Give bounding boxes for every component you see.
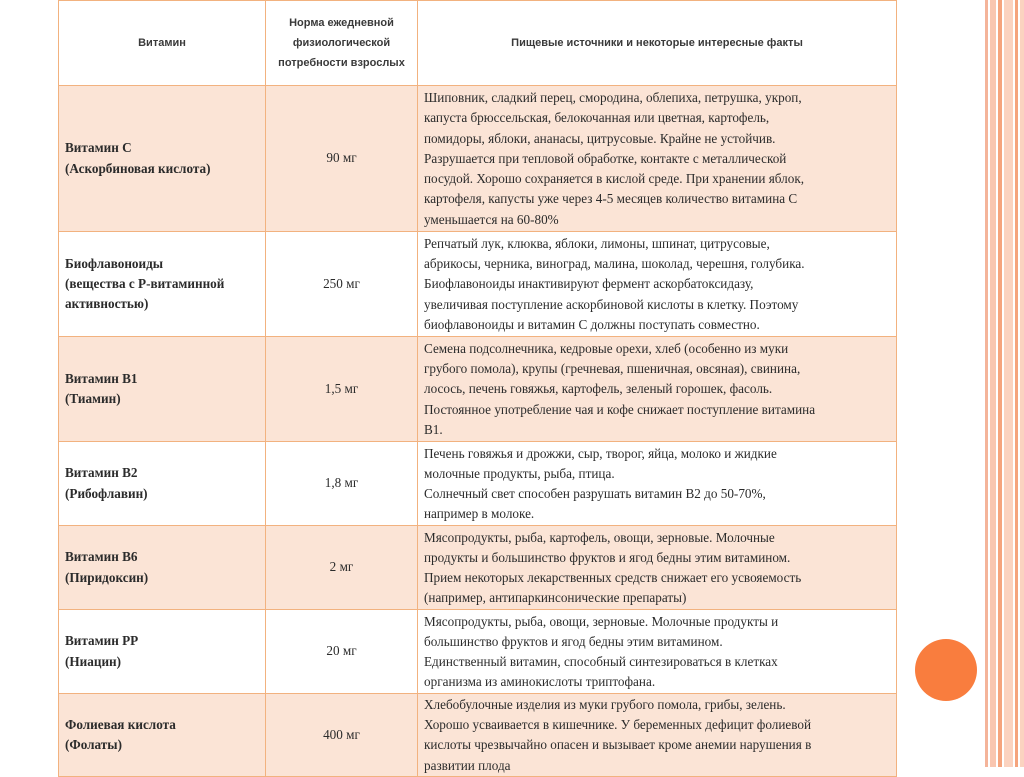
vitamin-name-line: активностью) — [65, 296, 149, 312]
food-sources-line: увеличивая поступление аскорбиновой кислоты в клетку. Поэтому — [424, 296, 799, 312]
table-row — [59, 526, 897, 610]
food-sources-line: большинство фруктов и ягод бедны этим витамином. — [424, 633, 723, 649]
vitamin-name-line: Витамин В1 — [65, 370, 138, 386]
vitamin-name-line: Витамин В6 — [65, 549, 138, 565]
food-sources-line: продукты и большинство фруктов и ягод бедны этим витамином. — [424, 549, 791, 565]
header-vitamin — [59, 1, 266, 86]
food-sources-cell — [418, 694, 897, 777]
vitamin-name-line: (вещества с Р-витаминной — [65, 275, 225, 291]
header-facts — [418, 1, 897, 86]
daily-norm-value: 1,8 мг — [324, 475, 359, 491]
table-row — [59, 232, 897, 337]
food-sources-line: абрикосы, черника, виноград, малина, шоколад, черешня, голубика. — [424, 256, 805, 272]
table-row — [59, 610, 897, 694]
table-row — [59, 442, 897, 526]
vitamin-name-cell — [59, 694, 266, 777]
food-sources-line: Разрушается при тепловой обработке, контакте с металлической — [424, 150, 787, 166]
food-sources-line: Единственный витамин, способный синтезироваться в клетках — [424, 654, 778, 669]
vitamin-name-cell — [59, 610, 266, 694]
food-sources-line: кислоты чрезвычайно опасен и вызывает кроме анемии нарушения в — [424, 737, 812, 753]
food-sources-line: Репчатый лук, клюква, яблоки, лимоны, шпинат, цитрусовые, — [424, 235, 770, 251]
table-row — [59, 694, 897, 777]
food-sources-cell — [418, 442, 897, 526]
daily-norm-value: 20 мг — [326, 643, 357, 659]
food-sources-line: Семена подсолнечника, кедровые орехи, хлеб (особенно из муки — [424, 340, 789, 356]
daily-norm-cell — [266, 232, 418, 337]
food-sources-line: грубого помола), крупы (гречневая, пшеничная, овсяная), свинина, — [424, 361, 801, 377]
food-sources-line: уменьшается на 60-80% — [424, 211, 559, 227]
vitamin-name-line: (Пиридоксин) — [65, 569, 149, 585]
food-sources-line: развитии плода — [424, 757, 511, 773]
food-sources-line: Хлебобулочные изделия из муки грубого помола, грибы, зелень. — [424, 697, 786, 712]
food-sources-line: В1. — [424, 421, 443, 437]
vitamin-name-cell — [59, 232, 266, 337]
vitamin-name-line: (Ниацин) — [65, 653, 122, 669]
food-sources-line: Прием некоторых лекарственных средств снижает его усвояемость — [424, 570, 802, 585]
food-sources-line: организма из аминокислоты триптофана. — [424, 674, 656, 690]
daily-norm-value: 90 мг — [326, 150, 357, 166]
vitamin-name-line: Биофлавоноиды — [65, 255, 164, 271]
food-sources-line: Постоянное употребление чая и кофе снижает поступление витамина — [424, 401, 816, 417]
vitamin-name-line: Витамин С — [65, 140, 132, 156]
daily-norm-cell — [266, 337, 418, 442]
food-sources-line: Солнечный свет способен разрушать витамин В2 до 50-70%, — [424, 486, 766, 501]
food-sources-line: помидоры, яблоки, ананасы, цитрусовые. Крайне не устойчив. — [424, 130, 776, 146]
vitamin-name-line: (Рибофлавин) — [65, 485, 148, 501]
food-sources-line: лосось, печень говяжья, картофель, зеленый горошек, фасоль. — [424, 381, 773, 397]
food-sources-line: (например, антипаркинсонические препараты) — [424, 590, 687, 606]
header-norm-line: физиологической — [292, 37, 391, 49]
vitamin-name-line: (Тиамин) — [65, 391, 121, 406]
food-sources-line: капуста брюссельская, белокочанная или цветная, картофель, — [424, 110, 770, 126]
food-sources-cell — [418, 610, 897, 694]
food-sources-line: например в молоке. — [424, 506, 535, 522]
food-sources-line: Шиповник, сладкий перец, смородина, облепиха, петрушка, укроп, — [424, 90, 802, 106]
daily-norm-value: 400 мг — [323, 726, 360, 742]
header-norm — [266, 1, 418, 86]
daily-norm-cell — [266, 694, 418, 777]
vitamin-name-line: (Фолаты) — [65, 736, 122, 752]
food-sources-cell — [418, 86, 897, 232]
table-row — [59, 337, 897, 442]
vitamins-table — [58, 0, 897, 777]
food-sources-line: Хорошо усваивается в кишечнике. У беременных дефицит фолиевой — [424, 717, 812, 733]
vitamin-name-cell — [59, 442, 266, 526]
food-sources-line: биофлавоноиды и витамин С должны поступать совместно. — [424, 316, 760, 332]
header-norm-line: Норма ежедневной — [289, 17, 394, 29]
daily-norm-value: 1,5 мг — [324, 380, 359, 396]
vitamin-name-line: Витамин В2 — [65, 465, 138, 481]
header-norm-line: потребности взрослых — [278, 57, 405, 69]
table-header-row — [59, 1, 897, 86]
table-body — [59, 86, 897, 777]
header-vitamin-label: Витамин — [138, 37, 186, 49]
food-sources-cell — [418, 337, 897, 442]
vitamin-name-line: Фолиевая кислота — [65, 716, 176, 732]
daily-norm-value: 250 мг — [323, 275, 360, 291]
decorative-orange-dot — [915, 639, 977, 701]
food-sources-line: Мясопродукты, рыба, картофель, овощи, зерновые. Молочные — [424, 529, 775, 545]
daily-norm-value: 2 мг — [329, 559, 354, 575]
food-sources-line: посудой. Хорошо сохраняется в кислой среде. При хранении яблок, — [424, 171, 805, 187]
vitamin-name-line: Витамин РР — [65, 633, 139, 649]
food-sources-line: картофеля, капусты уже через 4-5 месяцев количество витамина С — [424, 191, 798, 207]
vitamin-name-cell — [59, 337, 266, 442]
table-row — [59, 86, 897, 232]
food-sources-cell — [418, 232, 897, 337]
header-facts-label: Пищевые источники и некоторые интересные факты — [511, 37, 803, 49]
daily-norm-cell — [266, 86, 418, 232]
daily-norm-cell — [266, 442, 418, 526]
vitamin-name-line: (Аскорбиновая кислота) — [65, 160, 211, 176]
food-sources-line: Печень говяжья и дрожжи, сыр, творог, яйца, молоко и жидкие — [424, 445, 777, 461]
food-sources-line: Биофлавоноиды инактивируют фермент аскорбатоксидазу, — [424, 276, 754, 292]
food-sources-cell — [418, 526, 897, 610]
daily-norm-cell — [266, 526, 418, 610]
food-sources-line: молочные продукты, рыба, птица. — [424, 465, 615, 481]
vitamin-name-cell — [59, 86, 266, 232]
vitamin-name-cell — [59, 526, 266, 610]
daily-norm-cell — [266, 610, 418, 694]
food-sources-line: Мясопродукты, рыба, овощи, зерновые. Молочные продукты и — [424, 613, 779, 629]
